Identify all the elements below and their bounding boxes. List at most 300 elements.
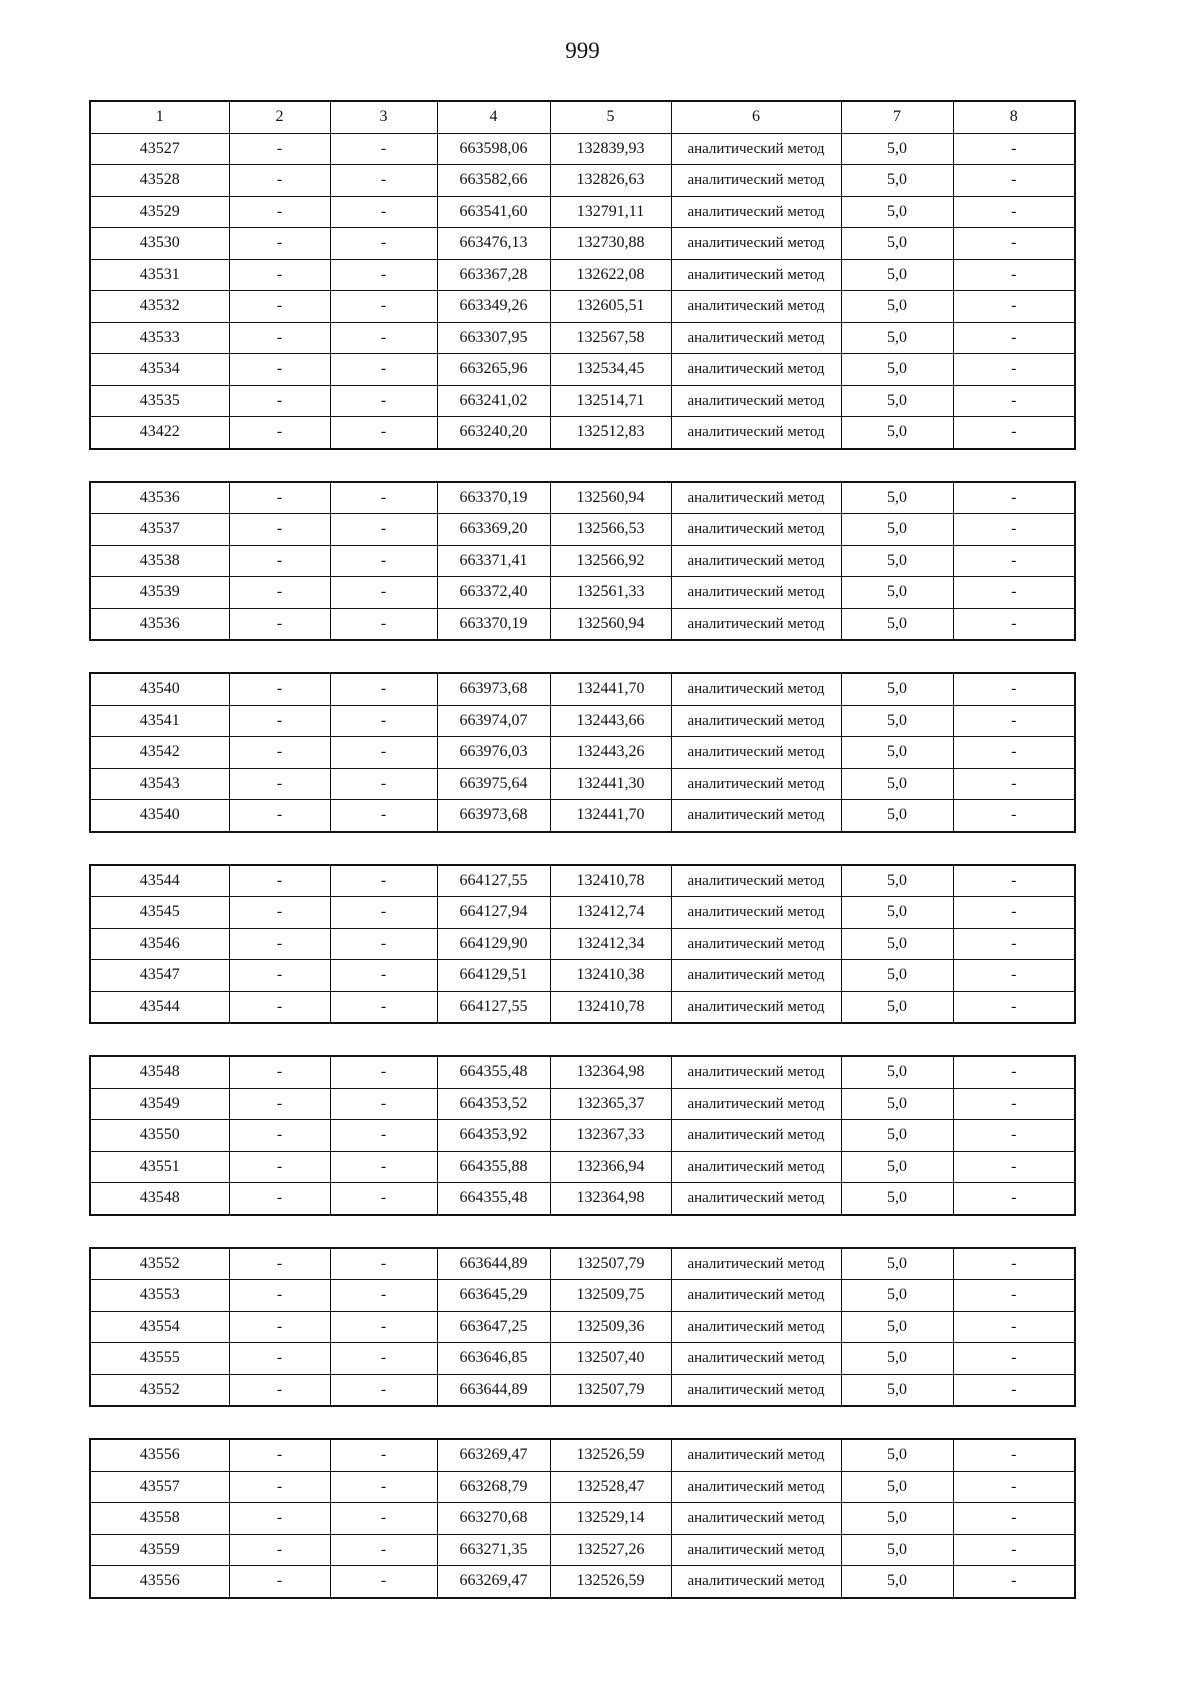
- table-row: [90, 1120, 1075, 1152]
- table-cell: 132791,11: [550, 196, 671, 228]
- table-cell: 43538: [90, 545, 229, 577]
- table-cell: -: [229, 1183, 330, 1215]
- table-cell: 43549: [90, 1088, 229, 1120]
- table-cell: -: [330, 1248, 437, 1280]
- table-cell: -: [953, 165, 1075, 197]
- table-cell: аналитический метод: [671, 577, 841, 609]
- table-row: [90, 897, 1075, 929]
- table-cell: -: [330, 165, 437, 197]
- table-row: [90, 865, 1075, 897]
- table-cell: 663372,40: [437, 577, 550, 609]
- table-cell: 132567,58: [550, 322, 671, 354]
- table-cell: аналитический метод: [671, 1088, 841, 1120]
- column-header: 5: [550, 101, 671, 133]
- table-cell: 43422: [90, 417, 229, 449]
- table-cell: 663270,68: [437, 1503, 550, 1535]
- table-cell: аналитический метод: [671, 385, 841, 417]
- table-cell: 5,0: [841, 1374, 953, 1406]
- table-cell: 43527: [90, 133, 229, 165]
- table-cell: -: [229, 1471, 330, 1503]
- table-cell: аналитический метод: [671, 133, 841, 165]
- table-cell: 663269,47: [437, 1439, 550, 1471]
- table-cell: -: [330, 1056, 437, 1088]
- table-cell: 132561,33: [550, 577, 671, 609]
- table-cell: -: [953, 291, 1075, 323]
- table-cell: -: [330, 259, 437, 291]
- table-cell: -: [330, 991, 437, 1023]
- table-cell: -: [953, 705, 1075, 737]
- table-row: [90, 608, 1075, 640]
- table-cell: 664355,48: [437, 1056, 550, 1088]
- table-cell: -: [953, 991, 1075, 1023]
- column-header: 8: [953, 101, 1075, 133]
- table-cell: -: [330, 1566, 437, 1598]
- table-cell: -: [330, 768, 437, 800]
- table-cell: 5,0: [841, 514, 953, 546]
- coordinate-table: [89, 1247, 1076, 1408]
- table-row: [90, 482, 1075, 514]
- table-cell: -: [330, 417, 437, 449]
- table-cell: 43550: [90, 1120, 229, 1152]
- table-row: [90, 673, 1075, 705]
- table-row: [90, 1343, 1075, 1375]
- table-row: [90, 322, 1075, 354]
- table-cell: 5,0: [841, 768, 953, 800]
- table-cell: -: [229, 737, 330, 769]
- table-cell: 132509,75: [550, 1280, 671, 1312]
- table-cell: -: [953, 1088, 1075, 1120]
- table-cell: -: [229, 1534, 330, 1566]
- table-cell: 663265,96: [437, 354, 550, 386]
- table-cell: -: [229, 1120, 330, 1152]
- table-cell: 132560,94: [550, 608, 671, 640]
- table-cell: -: [953, 737, 1075, 769]
- table-cell: аналитический метод: [671, 354, 841, 386]
- table-cell: аналитический метод: [671, 1374, 841, 1406]
- table-cell: -: [330, 1280, 437, 1312]
- table-cell: -: [229, 259, 330, 291]
- table-cell: 5,0: [841, 482, 953, 514]
- table-cell: 132367,33: [550, 1120, 671, 1152]
- table-cell: 43553: [90, 1280, 229, 1312]
- table-cell: -: [953, 1471, 1075, 1503]
- table-cell: 43544: [90, 865, 229, 897]
- table-cell: 43537: [90, 514, 229, 546]
- table-cell: 5,0: [841, 960, 953, 992]
- table-cell: 5,0: [841, 737, 953, 769]
- coordinate-table: [89, 1438, 1076, 1599]
- table-cell: 664127,55: [437, 865, 550, 897]
- table-cell: 663973,68: [437, 800, 550, 832]
- table-row: [90, 259, 1075, 291]
- table-cell: аналитический метод: [671, 608, 841, 640]
- column-header: 6: [671, 101, 841, 133]
- table-cell: -: [953, 417, 1075, 449]
- table-cell: -: [229, 1343, 330, 1375]
- table-cell: 663268,79: [437, 1471, 550, 1503]
- table-cell: 663307,95: [437, 322, 550, 354]
- table-cell: аналитический метод: [671, 1503, 841, 1535]
- table-cell: 132410,38: [550, 960, 671, 992]
- table-cell: -: [229, 1311, 330, 1343]
- table-cell: -: [229, 196, 330, 228]
- table-row: [90, 1088, 1075, 1120]
- table-cell: -: [953, 354, 1075, 386]
- table-cell: 5,0: [841, 385, 953, 417]
- table-cell: 43528: [90, 165, 229, 197]
- table-cell: 663541,60: [437, 196, 550, 228]
- table-cell: -: [229, 1503, 330, 1535]
- table-cell: 43541: [90, 705, 229, 737]
- table-cell: -: [330, 354, 437, 386]
- coordinate-table: [89, 1055, 1076, 1216]
- table-cell: 43558: [90, 1503, 229, 1535]
- table-cell: 663271,35: [437, 1534, 550, 1566]
- table-cell: 43536: [90, 482, 229, 514]
- table-cell: 664355,48: [437, 1183, 550, 1215]
- table-cell: 5,0: [841, 1151, 953, 1183]
- table-cell: 5,0: [841, 228, 953, 260]
- table-cell: 5,0: [841, 1248, 953, 1280]
- table-cell: -: [229, 960, 330, 992]
- table-cell: -: [953, 228, 1075, 260]
- table-cell: -: [330, 1534, 437, 1566]
- table-cell: 5,0: [841, 800, 953, 832]
- table-cell: -: [953, 577, 1075, 609]
- table-cell: 663241,02: [437, 385, 550, 417]
- table-cell: -: [229, 482, 330, 514]
- table-cell: -: [330, 482, 437, 514]
- table-cell: -: [229, 1566, 330, 1598]
- table-cell: -: [330, 1439, 437, 1471]
- table-cell: 132526,59: [550, 1439, 671, 1471]
- table-row: [90, 1534, 1075, 1566]
- table-cell: -: [953, 1183, 1075, 1215]
- table-cell: -: [953, 1534, 1075, 1566]
- table-cell: аналитический метод: [671, 482, 841, 514]
- table-cell: 5,0: [841, 1120, 953, 1152]
- table-cell: 664129,51: [437, 960, 550, 992]
- table-cell: аналитический метод: [671, 1343, 841, 1375]
- table-cell: -: [953, 196, 1075, 228]
- table-cell: 43556: [90, 1439, 229, 1471]
- table-cell: 43531: [90, 259, 229, 291]
- table-cell: аналитический метод: [671, 897, 841, 929]
- table-cell: -: [953, 385, 1075, 417]
- table-row: [90, 545, 1075, 577]
- table-cell: 664129,90: [437, 928, 550, 960]
- table-cell: 43554: [90, 1311, 229, 1343]
- table-cell: -: [229, 322, 330, 354]
- table-cell: 132412,74: [550, 897, 671, 929]
- table-cell: -: [229, 897, 330, 929]
- table-cell: 5,0: [841, 1534, 953, 1566]
- table-cell: аналитический метод: [671, 1311, 841, 1343]
- coordinate-table: [89, 864, 1076, 1025]
- table-row: [90, 1151, 1075, 1183]
- table-cell: 132730,88: [550, 228, 671, 260]
- table-row: [90, 768, 1075, 800]
- table-cell: -: [953, 673, 1075, 705]
- table-cell: 43542: [90, 737, 229, 769]
- table-row: [90, 196, 1075, 228]
- table-cell: -: [953, 960, 1075, 992]
- table-cell: -: [330, 1183, 437, 1215]
- table-cell: -: [953, 1151, 1075, 1183]
- table-row: [90, 1471, 1075, 1503]
- table-cell: аналитический метод: [671, 800, 841, 832]
- table-cell: 132534,45: [550, 354, 671, 386]
- table-cell: аналитический метод: [671, 1056, 841, 1088]
- table-cell: аналитический метод: [671, 417, 841, 449]
- table-cell: -: [953, 1056, 1075, 1088]
- table-cell: 43548: [90, 1183, 229, 1215]
- table-cell: -: [229, 165, 330, 197]
- table-cell: -: [229, 291, 330, 323]
- table-cell: аналитический метод: [671, 768, 841, 800]
- table-cell: -: [229, 514, 330, 546]
- table-cell: аналитический метод: [671, 1248, 841, 1280]
- table-cell: 43555: [90, 1343, 229, 1375]
- table-cell: 43548: [90, 1056, 229, 1088]
- table-cell: 664127,94: [437, 897, 550, 929]
- table-cell: -: [953, 1566, 1075, 1598]
- column-header: 2: [229, 101, 330, 133]
- table-cell: 43539: [90, 577, 229, 609]
- table-cell: -: [229, 1280, 330, 1312]
- table-cell: -: [953, 322, 1075, 354]
- table-cell: 663476,13: [437, 228, 550, 260]
- table-cell: 5,0: [841, 1566, 953, 1598]
- table-cell: 663644,89: [437, 1374, 550, 1406]
- table-cell: -: [229, 705, 330, 737]
- table-cell: 5,0: [841, 673, 953, 705]
- table-cell: 132566,92: [550, 545, 671, 577]
- table-cell: 5,0: [841, 865, 953, 897]
- table-cell: 43546: [90, 928, 229, 960]
- table-cell: 132507,79: [550, 1248, 671, 1280]
- table-cell: 43540: [90, 673, 229, 705]
- table-cell: 663367,28: [437, 259, 550, 291]
- table-row: [90, 291, 1075, 323]
- table-cell: 132622,08: [550, 259, 671, 291]
- table-cell: 5,0: [841, 897, 953, 929]
- table-row: [90, 228, 1075, 260]
- table-row: [90, 417, 1075, 449]
- table-row: [90, 1311, 1075, 1343]
- table-cell: 664355,88: [437, 1151, 550, 1183]
- table-cell: -: [229, 673, 330, 705]
- table-cell: -: [953, 800, 1075, 832]
- table-cell: 132365,37: [550, 1088, 671, 1120]
- table-row: [90, 1280, 1075, 1312]
- table-cell: 132528,47: [550, 1471, 671, 1503]
- column-header: 3: [330, 101, 437, 133]
- table-cell: 5,0: [841, 991, 953, 1023]
- table-cell: 5,0: [841, 1088, 953, 1120]
- table-cell: -: [330, 1120, 437, 1152]
- table-cell: 663598,06: [437, 133, 550, 165]
- table-cell: 43529: [90, 196, 229, 228]
- table-cell: 663975,64: [437, 768, 550, 800]
- table-cell: -: [330, 705, 437, 737]
- table-cell: -: [229, 417, 330, 449]
- table-cell: 43532: [90, 291, 229, 323]
- table-cell: -: [229, 385, 330, 417]
- table-cell: -: [953, 1280, 1075, 1312]
- table-cell: 5,0: [841, 1056, 953, 1088]
- table-row: [90, 577, 1075, 609]
- table-cell: 663646,85: [437, 1343, 550, 1375]
- table-cell: 43545: [90, 897, 229, 929]
- table-row: [90, 1248, 1075, 1280]
- table-cell: 5,0: [841, 577, 953, 609]
- table-cell: 132443,26: [550, 737, 671, 769]
- table-row: [90, 737, 1075, 769]
- table-cell: 663582,66: [437, 165, 550, 197]
- table-cell: 664353,52: [437, 1088, 550, 1120]
- table-row: [90, 705, 1075, 737]
- table-cell: -: [330, 928, 437, 960]
- table-cell: 5,0: [841, 354, 953, 386]
- table-cell: -: [953, 928, 1075, 960]
- table-cell: -: [330, 897, 437, 929]
- table-row: [90, 928, 1075, 960]
- table-cell: -: [330, 1343, 437, 1375]
- table-cell: аналитический метод: [671, 291, 841, 323]
- table-cell: -: [229, 354, 330, 386]
- table-cell: 663976,03: [437, 737, 550, 769]
- coordinate-tables: [89, 100, 1074, 1630]
- table-cell: 43533: [90, 322, 229, 354]
- table-cell: -: [953, 545, 1075, 577]
- table-cell: 132512,83: [550, 417, 671, 449]
- table-cell: 663973,68: [437, 673, 550, 705]
- table-cell: 132529,14: [550, 1503, 671, 1535]
- table-cell: -: [229, 865, 330, 897]
- table-cell: -: [330, 800, 437, 832]
- table-cell: 5,0: [841, 133, 953, 165]
- table-cell: 132410,78: [550, 991, 671, 1023]
- table-cell: 132364,98: [550, 1056, 671, 1088]
- table-cell: -: [953, 608, 1075, 640]
- table-cell: аналитический метод: [671, 1280, 841, 1312]
- table-cell: -: [330, 1471, 437, 1503]
- table-cell: 663370,19: [437, 608, 550, 640]
- table-row: [90, 165, 1075, 197]
- table-cell: 5,0: [841, 705, 953, 737]
- table-cell: 663349,26: [437, 291, 550, 323]
- table-cell: аналитический метод: [671, 545, 841, 577]
- table-cell: аналитический метод: [671, 1566, 841, 1598]
- table-row: [90, 1503, 1075, 1535]
- table-cell: -: [330, 1151, 437, 1183]
- table-cell: -: [953, 133, 1075, 165]
- table-cell: 132441,70: [550, 673, 671, 705]
- table-cell: -: [229, 928, 330, 960]
- table-cell: 663370,19: [437, 482, 550, 514]
- table-cell: -: [330, 322, 437, 354]
- table-cell: 5,0: [841, 1503, 953, 1535]
- table-cell: аналитический метод: [671, 228, 841, 260]
- table-cell: 43536: [90, 608, 229, 640]
- table-cell: 132527,26: [550, 1534, 671, 1566]
- table-cell: -: [229, 133, 330, 165]
- table-cell: 5,0: [841, 1280, 953, 1312]
- table-cell: -: [330, 673, 437, 705]
- table-cell: -: [229, 1056, 330, 1088]
- table-cell: -: [229, 1248, 330, 1280]
- table-cell: -: [330, 514, 437, 546]
- table-cell: -: [330, 545, 437, 577]
- table-header-row: [90, 101, 1075, 133]
- table-row: [90, 1056, 1075, 1088]
- table-cell: 43557: [90, 1471, 229, 1503]
- table-cell: 663371,41: [437, 545, 550, 577]
- table-cell: -: [229, 1439, 330, 1471]
- table-cell: -: [953, 865, 1075, 897]
- table-cell: 5,0: [841, 545, 953, 577]
- table-row: [90, 385, 1075, 417]
- table-cell: 132507,79: [550, 1374, 671, 1406]
- table-cell: 663645,29: [437, 1280, 550, 1312]
- table-cell: -: [330, 737, 437, 769]
- table-cell: -: [953, 1343, 1075, 1375]
- table-cell: -: [229, 1374, 330, 1406]
- table-cell: -: [330, 577, 437, 609]
- table-cell: 132366,94: [550, 1151, 671, 1183]
- table-cell: -: [229, 1088, 330, 1120]
- table-cell: -: [229, 545, 330, 577]
- table-cell: 43540: [90, 800, 229, 832]
- table-row: [90, 1183, 1075, 1215]
- table-cell: аналитический метод: [671, 705, 841, 737]
- table-cell: аналитический метод: [671, 165, 841, 197]
- table-cell: аналитический метод: [671, 322, 841, 354]
- table-cell: 663974,07: [437, 705, 550, 737]
- table-cell: -: [953, 1439, 1075, 1471]
- table-cell: 43552: [90, 1248, 229, 1280]
- table-row: [90, 991, 1075, 1023]
- table-cell: 132514,71: [550, 385, 671, 417]
- table-cell: 43544: [90, 991, 229, 1023]
- table-cell: аналитический метод: [671, 960, 841, 992]
- table-cell: 132507,40: [550, 1343, 671, 1375]
- table-cell: -: [330, 196, 437, 228]
- table-cell: 5,0: [841, 417, 953, 449]
- table-cell: 43534: [90, 354, 229, 386]
- table-cell: аналитический метод: [671, 928, 841, 960]
- table-cell: аналитический метод: [671, 737, 841, 769]
- table-cell: аналитический метод: [671, 1471, 841, 1503]
- table-cell: аналитический метод: [671, 991, 841, 1023]
- table-cell: 132441,70: [550, 800, 671, 832]
- table-cell: 132566,53: [550, 514, 671, 546]
- table-cell: 43552: [90, 1374, 229, 1406]
- table-cell: -: [330, 865, 437, 897]
- column-header: 7: [841, 101, 953, 133]
- table-cell: -: [953, 259, 1075, 291]
- table-cell: -: [953, 897, 1075, 929]
- table-cell: 43530: [90, 228, 229, 260]
- table-cell: 663369,20: [437, 514, 550, 546]
- table-cell: -: [330, 1088, 437, 1120]
- table-cell: аналитический метод: [671, 1120, 841, 1152]
- table-cell: 5,0: [841, 1439, 953, 1471]
- table-cell: 5,0: [841, 1471, 953, 1503]
- table-cell: 132839,93: [550, 133, 671, 165]
- table-cell: -: [330, 1503, 437, 1535]
